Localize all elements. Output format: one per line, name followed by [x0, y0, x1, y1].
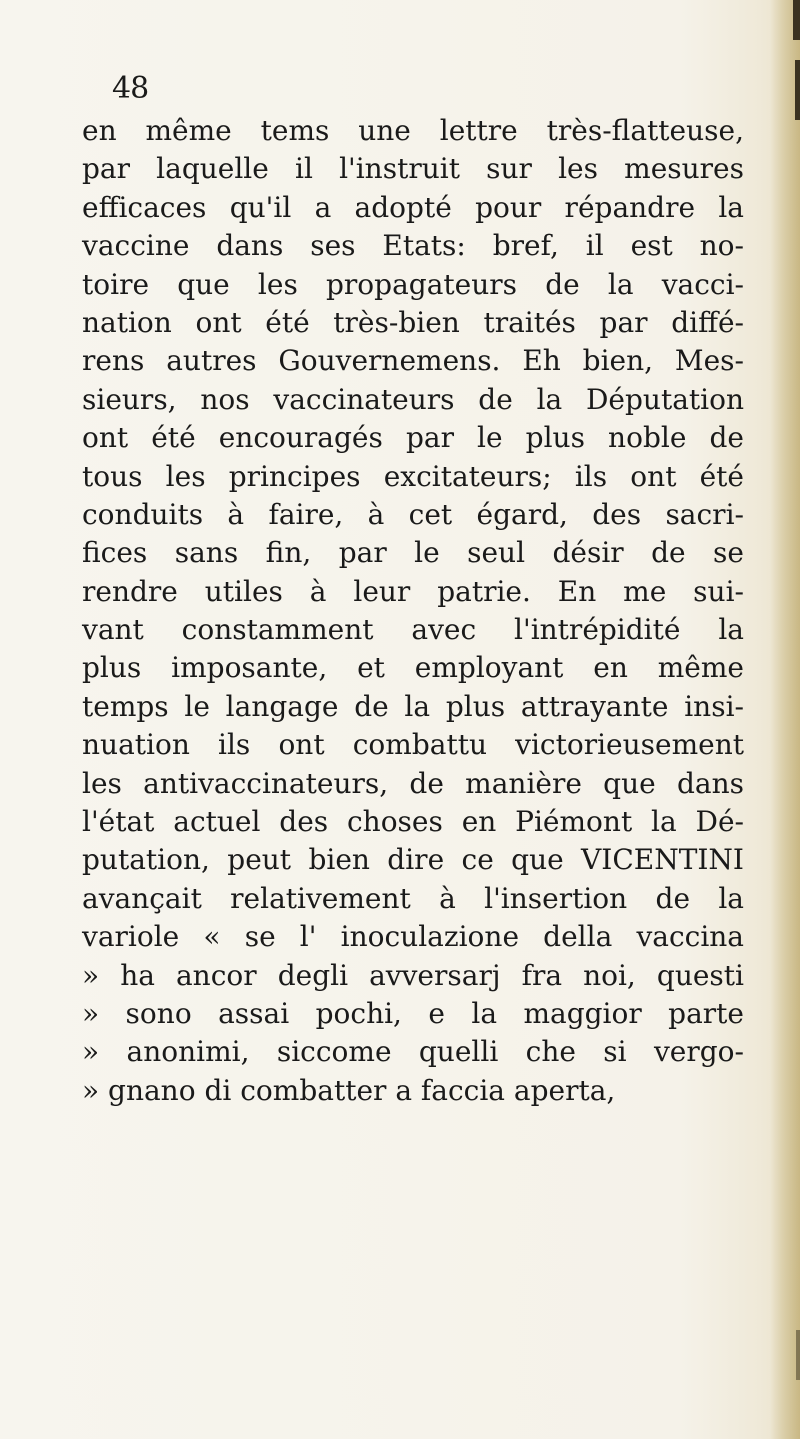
text-line: vant constamment avec l'intrépidité la: [82, 613, 744, 647]
text-line: » gnano di combatter a faccia aperta,: [82, 1073, 616, 1107]
text-line: temps le langage de la plus attrayante insi-: [82, 689, 744, 723]
text-line: » ha ancor degli avversarj fra noi, questi: [82, 958, 744, 992]
text-line: vaccine dans ses Etats: bref, il est no-: [82, 229, 744, 263]
text-line: nuation ils ont combattu victorieusement: [82, 728, 744, 762]
page-edge-shadow: [770, 0, 800, 1439]
binding-mark: [793, 0, 800, 40]
text-line: nation ont été très-bien traités par diffé-: [82, 305, 744, 339]
text-line: les antivaccinateurs, de manière que dans: [82, 766, 744, 800]
body-text: [82, 112, 744, 1110]
page-number: 48: [112, 71, 149, 106]
text-line: plus imposante, et employant en même: [82, 651, 744, 685]
text-line: par laquelle il l'instruit sur les mesures: [82, 152, 744, 186]
text-line: rens autres Gouvernemens. Eh bien, Mes-: [82, 344, 744, 378]
binding-mark: [796, 1330, 800, 1380]
text-line: rendre utiles à leur patrie. En me sui-: [82, 574, 744, 608]
text-line: l'état actuel des choses en Piémont la Dé-: [82, 805, 744, 839]
text-line: » anonimi, siccome quelli che si vergo-: [82, 1035, 744, 1069]
text-line: avançait relativement à l'insertion de la: [82, 881, 744, 915]
text-line: efficaces qu'il a adopté pour répandre la: [82, 190, 744, 224]
text-line: variole « se l' inoculazione della vaccina: [82, 920, 744, 954]
text-line: fices sans fin, par le seul désir de se: [82, 536, 744, 570]
text-line: en même tems une lettre très-flatteuse,: [82, 114, 744, 147]
text-line: tous les principes excitateurs; ils ont été: [82, 459, 744, 493]
text-line: putation, peut bien dire ce que VICENTINI: [82, 843, 744, 877]
text-line: ont été encouragés par le plus noble de: [82, 421, 744, 455]
text-line: conduits à faire, à cet égard, des sacri-: [82, 497, 744, 531]
text-line: » sono assai pochi, e la maggior parte: [82, 996, 744, 1030]
text-line: sieurs, nos vaccinateurs de la Députation: [82, 382, 744, 416]
binding-mark: [795, 60, 800, 120]
text-line: toire que les propagateurs de la vacci-: [82, 267, 744, 301]
